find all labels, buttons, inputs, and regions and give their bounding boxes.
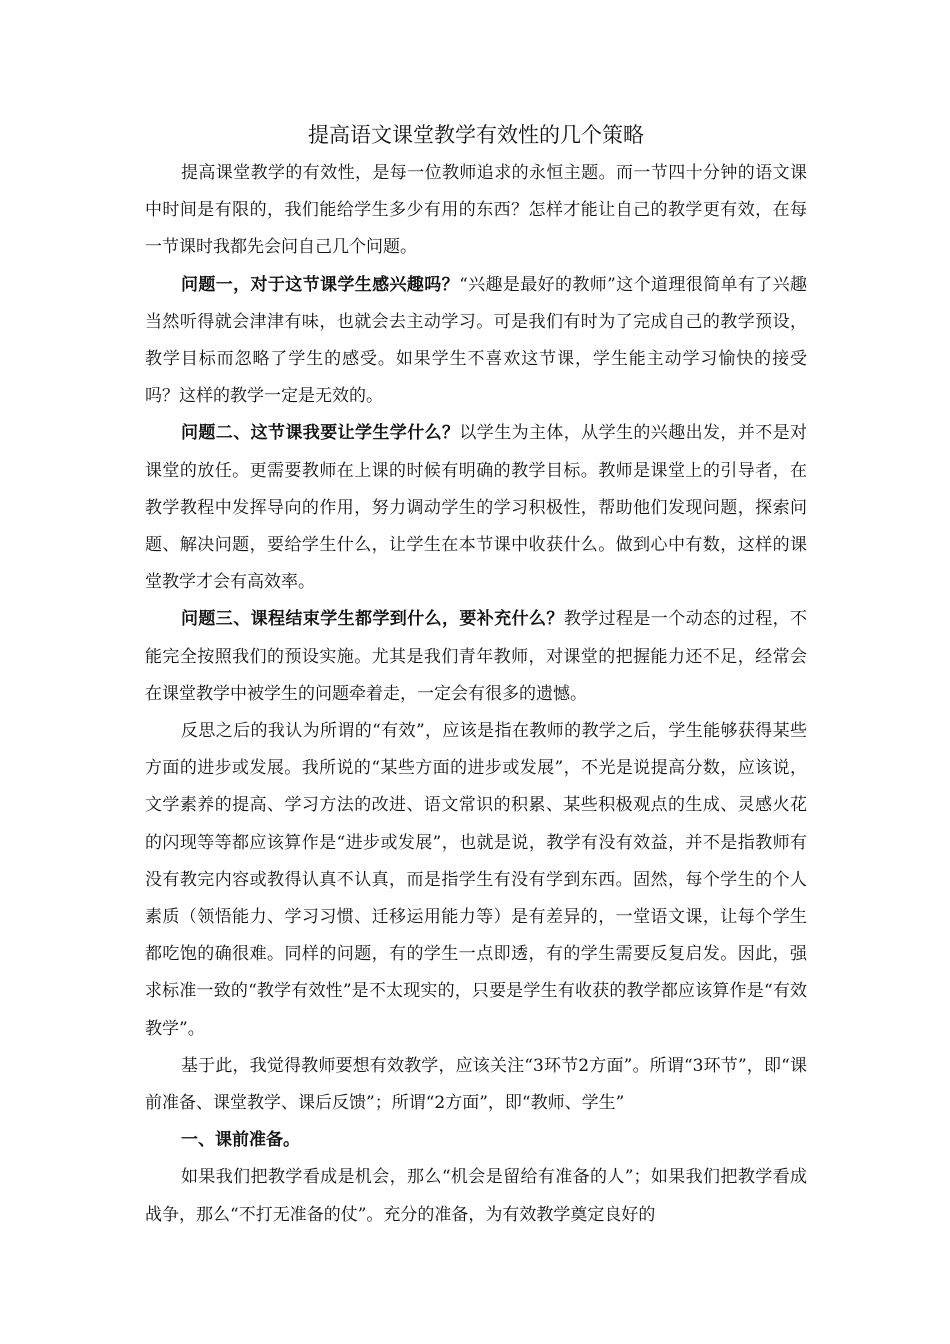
document-page	[145, 115, 807, 1234]
section-one-paragraph: 如果我们把教学看成是机会，那么“机会是留给有准备的人”；如果我们把教学看成战争，那么“不打无准备的仗”。充分的准备，为有效教学奠定良好的	[145, 1167, 807, 1225]
question-three-label: 问题三、课程结束学生都学到什么，要补充什么？	[181, 609, 564, 630]
document-title: 提高语文课堂教学有效性的几个策略	[308, 123, 644, 147]
question-one-label: 问题一，对于这节课学生感兴趣吗？	[181, 274, 460, 295]
question-three-body: 教学过程是一个动态的过程，不能完全按照我们的预设实施。尤其是我们青年教师，对课堂的把握能力还不足，经常会在课堂教学中被学生的问题牵着走，一定会有很多的遗憾。	[145, 609, 808, 704]
question-two-body: 以学生为主体，从学生的兴趣出发，并不是对课堂的放任。更需要教师在上课的时候有明确的教学目标。教师是课堂上的引导者，在教学教程中发挥导向的作用，努力调动学生的学习积极性，帮助他们发现问题，探索问题、解决问题，要给学生什么，让学生在本节课中收获什么。做到心中有数，这样的课堂教学才会有高效率。	[145, 423, 808, 593]
question-one-body: “兴趣是最好的教师”这个道理很简单有了兴趣当然听得就会津津有味，也就会去主动学习。可是我们有时为了完成自己的教学预设，教学目标而忽略了学生的感受。如果学生不喜欢这节课，学生能主动学习愉快的接受吗？这样的教学一定是无效的。	[145, 274, 808, 407]
question-one-paragraph	[145, 267, 807, 416]
intro-paragraph: 提高课堂教学的有效性，是每一位教师追求的永恒主题。而一节四十分钟的语文课中时间是有限的，我们能给学生多少有用的东西？怎样才能让自己的教学更有效，在每一节课时我都先会问自己几个问题。	[145, 163, 807, 258]
question-two-label: 问题二、这节课我要让学生学什么？	[181, 423, 460, 444]
section-one-heading: 一、课前准备。	[181, 1130, 300, 1151]
question-two-paragraph	[145, 415, 807, 601]
basis-paragraph: 基于此，我觉得教师要想有效教学，应该关注“3环节2方面”。所谓“3环节”，即“课前准备、课堂教学、课后反馈”；所谓“2方面”，即“教师、学生”	[145, 1055, 807, 1114]
question-three-paragraph	[145, 601, 807, 713]
reflection-paragraph: 反思之后的我认为所谓的“有效”，应该是指在教师的教学之后，学生能够获得某些方面的进步或发展。我所说的“某些方面的进步或发展”，不光是说提高分数，应该说，文学素养的提高、学习方法的改进、语文常识的积累、某些积极观点的生成、灵感火花的闪现等等都应该算作是“进步或发展”，也就是说，教学有没有效益，并不是指教师有没有教完内容或教得认真不认真，而是指学生有没有学到东西。固然，每个学生的个人素质（领悟能力、学习习惯、迁移运用能力等）是有差异的，一堂语文课，让每个学生都吃饱的确很难。同样的问题，有的学生一点即透，有的学生需要反复启发。因此，强求标准一致的“教学有效性”是不太现实的，只要是学生有收获的教学都应该算作是“有效教学”。	[145, 721, 807, 1039]
